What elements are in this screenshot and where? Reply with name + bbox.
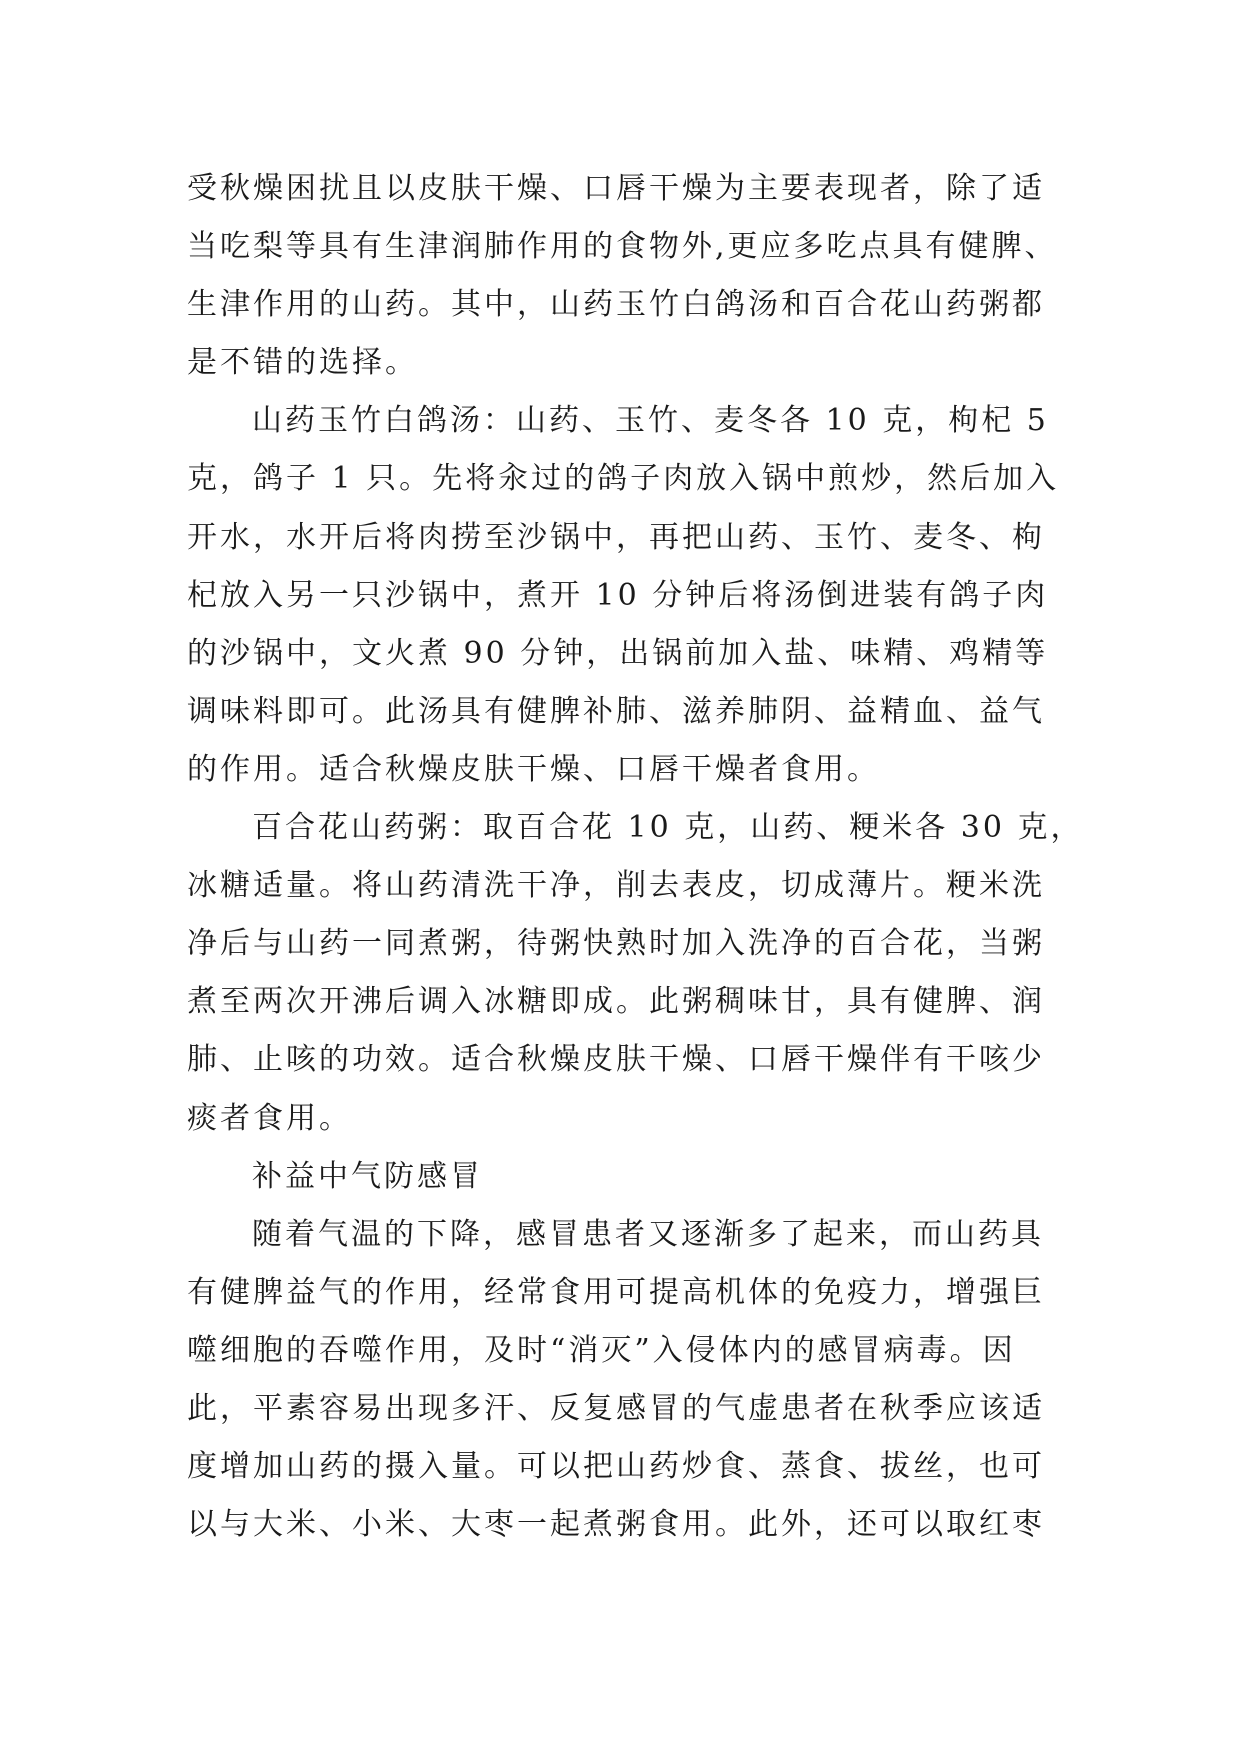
text-line: 调味料即可。此汤具有健脾补肺、滋养肺阴、益精血、益气 <box>187 693 1045 729</box>
text-line: 有健脾益气的作用，经常食用可提高机体的免疫力，增强巨 <box>187 1274 1045 1310</box>
paragraph-start-line: 随着气温的下降，感冒患者又逐渐多了起来，而山药具 <box>252 1216 1044 1252</box>
text-line: 肺、止咳的功效。适合秋燥皮肤干燥、口唇干燥伴有干咳少 <box>187 1042 1045 1078</box>
text-line: 痰者食用。 <box>187 1100 352 1136</box>
paragraph-start-line: 山药玉竹白鸽汤：山药、玉竹、麦冬各 10 克，枸杞 5 <box>252 403 1049 439</box>
text-line: 噬细胞的吞噬作用，及时“消灭”入侵体内的感冒病毒。因 <box>187 1332 1016 1368</box>
text-line: 煮至两次开沸后调入冰糖即成。此粥稠味甘，具有健脾、润 <box>187 984 1045 1020</box>
text-line: 克，鸽子 1 只。先将汆过的鸽子肉放入锅中煎炒，然后加入 <box>187 461 1060 497</box>
text-line: 冰糖适量。将山药清洗干净，削去表皮，切成薄片。粳米洗 <box>187 868 1045 904</box>
text-line: 杞放入另一只沙锅中，煮开 10 分钟后将汤倒进装有鸽子肉 <box>187 577 1049 613</box>
text-line: 以与大米、小米、大枣一起煮粥食用。此外，还可以取红枣 <box>187 1507 1045 1543</box>
body-text <box>187 160 1087 1554</box>
text-line: 开水，水开后将肉捞至沙锅中，再把山药、玉竹、麦冬、枸 <box>187 519 1045 555</box>
text-line: 度增加山药的摄入量。可以把山药炒食、蒸食、拔丝，也可 <box>187 1449 1045 1485</box>
text-line: 的沙锅中，文火煮 90 分钟，出锅前加入盐、味精、鸡精等 <box>187 635 1049 671</box>
text-line: 当吃梨等具有生津润肺作用的食物外,更应多吃点具有健脾、 <box>187 229 1058 265</box>
text-line: 受秋燥困扰且以皮肤干燥、口唇干燥为主要表现者，除了适 <box>187 171 1045 206</box>
text-line: 此，平素容易出现多汗、反复感冒的气虚患者在秋季应该适 <box>187 1390 1045 1426</box>
text-line: 净后与山药一同煮粥，待粥快熟时加入洗净的百合花，当粥 <box>187 926 1045 962</box>
section-heading: 补益中气防感冒 <box>252 1158 483 1194</box>
paragraph-start-line: 百合花山药粥：取百合花 10 克，山药、粳米各 30 克， <box>252 810 1084 846</box>
text-line: 生津作用的山药。其中，山药玉竹白鸽汤和百合花山药粥都 <box>187 287 1045 323</box>
text-line: 的作用。适合秋燥皮肤干燥、口唇干燥者食用。 <box>187 751 880 787</box>
text-line: 是不错的选择。 <box>187 345 418 381</box>
